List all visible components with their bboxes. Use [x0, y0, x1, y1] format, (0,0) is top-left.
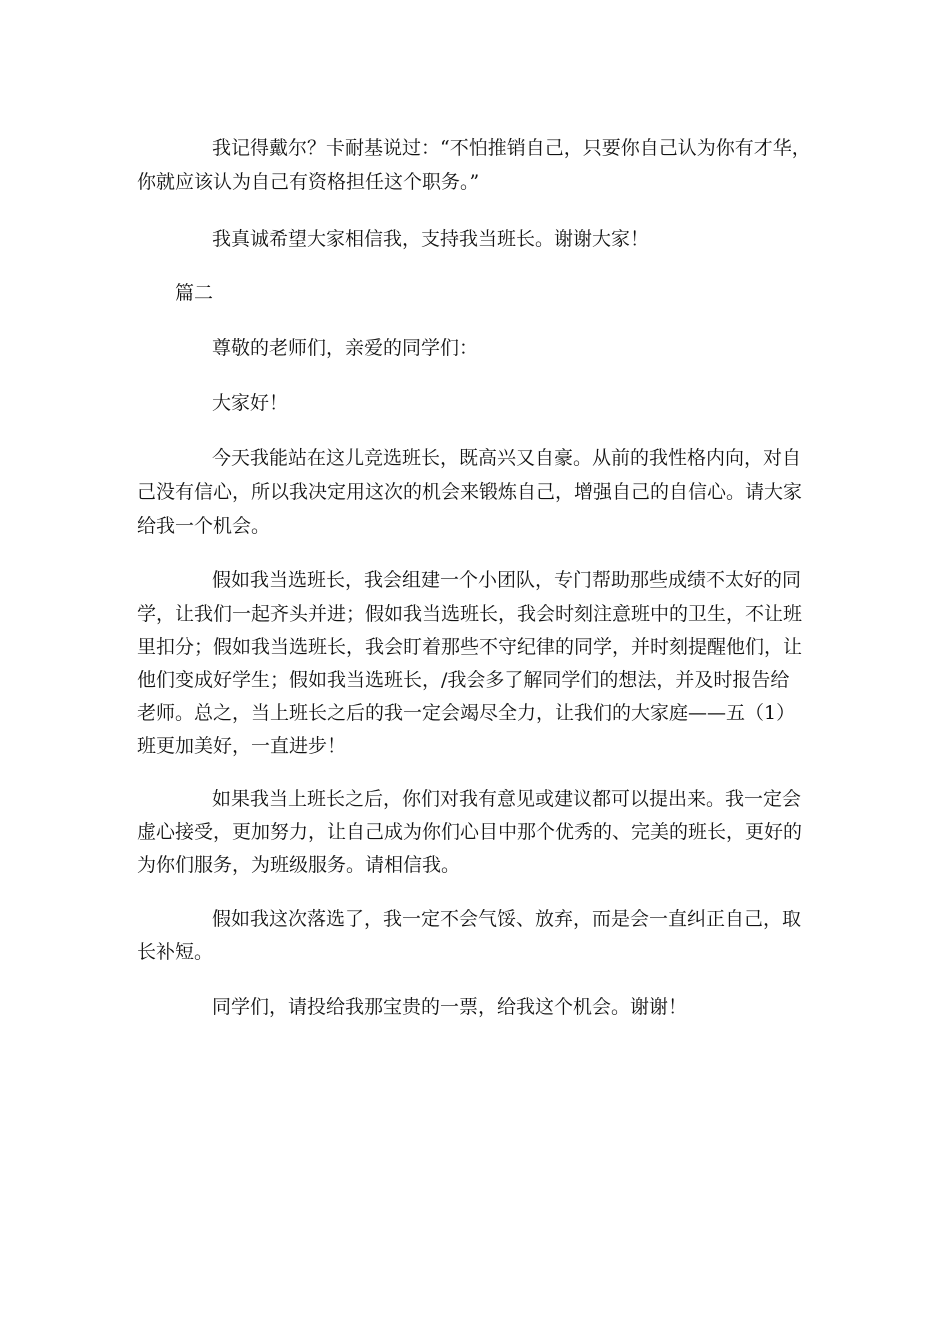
paragraph-line: 他们变成好学生；假如我当选班长，/我会多了解同学们的想法，并及时报告给 — [137, 669, 790, 691]
section-heading: 篇二 — [175, 282, 214, 304]
paragraph-line: 如果我当上班长之后，你们对我有意见或建议都可以提出来。我一定会 — [212, 788, 802, 810]
paragraph-line: 老师。总之，当上班长之后的我一定会竭尽全力，让我们的大家庭——五（1） — [137, 702, 796, 724]
paragraph-line: 同学们，请投给我那宝贵的一票，给我这个机会。谢谢！ — [212, 996, 688, 1018]
paragraph-line: 己没有信心，所以我决定用这次的机会来锻炼自己，增强自己的自信心。请大家 — [137, 481, 803, 503]
paragraph-line: 假如我当选班长，我会组建一个小团队，专门帮助那些成绩不太好的同 — [212, 569, 802, 591]
paragraph-line: 里扣分；假如我当选班长，我会盯着那些不守纪律的同学，并时刻提醒他们，让 — [137, 636, 803, 658]
paragraph-line: 我真诚希望大家相信我，支持我当班长。谢谢大家！ — [212, 228, 650, 250]
paragraph-line: 我记得戴尔？卡耐基说过：“不怕推销自己，只要你自己认为你有才华， — [212, 137, 811, 159]
paragraph-line: 为你们服务，为班级服务。请相信我。 — [137, 854, 461, 876]
paragraph-line: 今天我能站在这儿竞选班长，既高兴又自豪。从前的我性格内向，对自 — [212, 447, 802, 469]
paragraph-line: 你就应该认为自己有资格担任这个职务。” — [137, 171, 480, 193]
paragraph-line: 给我一个机会。 — [137, 515, 271, 537]
paragraph-line: 班更加美好，一直进步！ — [137, 735, 347, 757]
paragraph-line: 虚心接受，更加努力，让自己成为你们心目中那个优秀的、完美的班长，更好的 — [137, 821, 803, 843]
paragraph-line: 大家好！ — [212, 392, 289, 414]
paragraph-line: 假如我这次落选了，我一定不会气馁、放弃，而是会一直纠正自己，取 — [212, 908, 802, 930]
greeting-line: 尊敬的老师们，亲爱的同学们： — [212, 337, 479, 359]
paragraph-line: 长补短。 — [137, 941, 214, 963]
paragraph-line: 学，让我们一起齐头并进；假如我当选班长，我会时刻注意班中的卫生，不让班 — [137, 603, 803, 625]
